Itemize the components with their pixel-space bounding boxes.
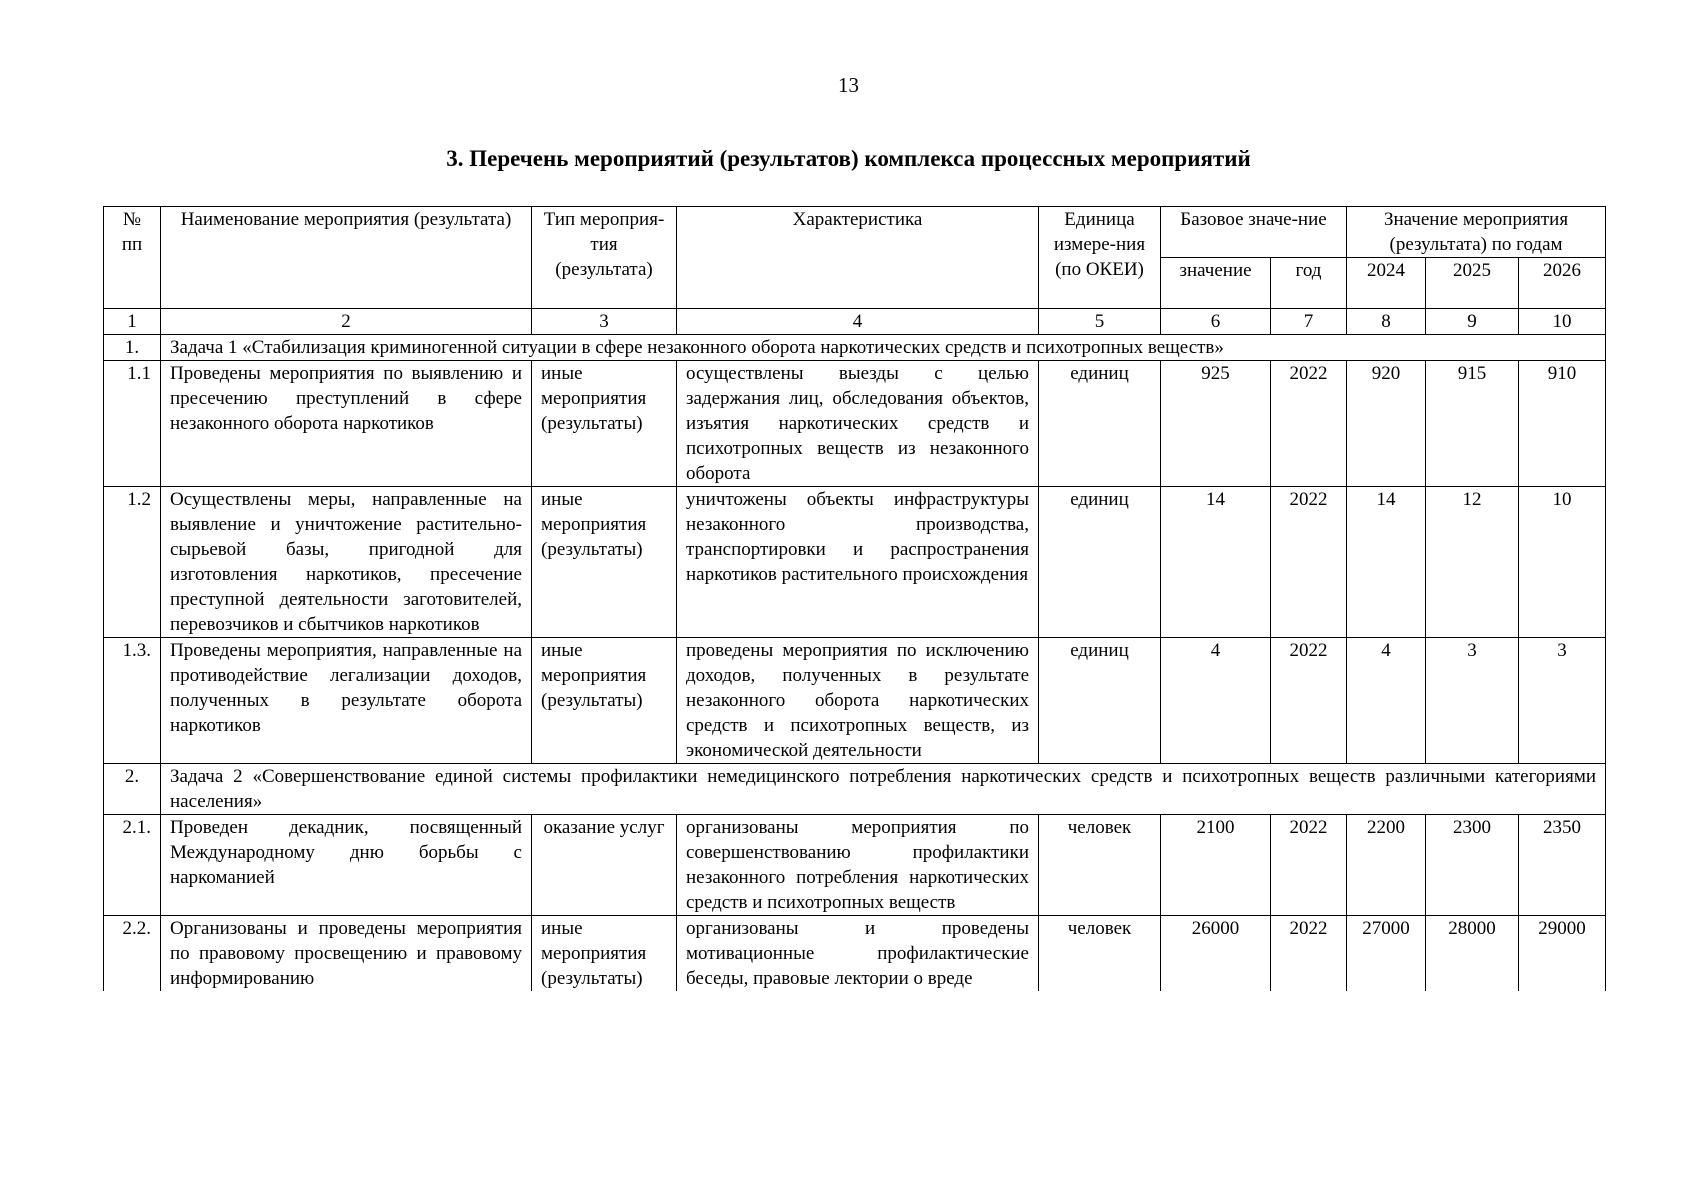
row-type: иные мероприятия (результаты) xyxy=(532,638,677,764)
row-base-value: 2100 xyxy=(1161,815,1271,916)
row-value-2025: 3 xyxy=(1426,638,1519,764)
table-row xyxy=(104,638,1606,764)
header-type: Тип мероприя-тия (результата) xyxy=(532,207,677,309)
task-num: 2. xyxy=(104,764,161,815)
row-value-2026: 3 xyxy=(1519,638,1606,764)
row-name: Осуществлены меры, направленные на выявление и уничтожение растительно-сырьевой базы, пригодной для изготовления наркотиков, пресечение преступной деятельности заготовителей, перевозчиков и сбытчиков наркотиков xyxy=(161,487,532,638)
header-row xyxy=(104,207,1606,258)
row-type: иные мероприятия (результаты) xyxy=(532,916,677,992)
page-number: 13 xyxy=(838,73,859,97)
header-characteristic: Характеристика xyxy=(677,207,1039,309)
row-value-2025: 12 xyxy=(1426,487,1519,638)
page-title: 3. Перечень мероприятий (результатов) комплекса процессных мероприятий xyxy=(446,146,1251,171)
row-type: иные мероприятия (результаты) xyxy=(532,487,677,638)
column-number: 7 xyxy=(1271,309,1347,335)
row-base-value: 925 xyxy=(1161,361,1271,487)
row-value-2024: 2200 xyxy=(1347,815,1426,916)
task-row xyxy=(104,764,1606,815)
column-number: 9 xyxy=(1426,309,1519,335)
row-value-2026: 29000 xyxy=(1519,916,1606,992)
header-years-group: Значение мероприятия (результата) по годам xyxy=(1347,207,1606,258)
row-type: оказание услуг xyxy=(532,815,677,916)
row-value-2025: 2300 xyxy=(1426,815,1519,916)
row-base-year: 2022 xyxy=(1271,361,1347,487)
task-title: Задача 2 «Совершенствование единой системы профилактики немедицинского потребления наркотических средств и психотропных веществ различными категориями населения» xyxy=(161,764,1606,815)
column-number: 5 xyxy=(1039,309,1161,335)
row-value-2026: 910 xyxy=(1519,361,1606,487)
table-row xyxy=(104,487,1606,638)
row-value-2025: 28000 xyxy=(1426,916,1519,992)
row-base-value: 14 xyxy=(1161,487,1271,638)
column-number: 3 xyxy=(532,309,677,335)
header-year-2024: 2024 xyxy=(1347,258,1426,309)
row-characteristic: организованы и проведены мотивационные профилактические беседы, правовые лектории о вреде xyxy=(677,916,1039,992)
row-value-2026: 10 xyxy=(1519,487,1606,638)
task-title: Задача 1 «Стабилизация криминогенной ситуации в сфере незаконного оборота наркотических средств и психотропных веществ» xyxy=(161,335,1606,361)
header-year-2026: 2026 xyxy=(1519,258,1606,309)
row-num: 2.1. xyxy=(104,815,161,916)
row-unit: единиц xyxy=(1039,638,1161,764)
measures-table xyxy=(103,206,1606,991)
row-type: иные мероприятия (результаты) xyxy=(532,361,677,487)
table-row xyxy=(104,916,1606,992)
task-num: 1. xyxy=(104,335,161,361)
row-base-value: 4 xyxy=(1161,638,1271,764)
row-value-2024: 14 xyxy=(1347,487,1426,638)
row-base-year: 2022 xyxy=(1271,916,1347,992)
header-base-value: значение xyxy=(1161,258,1271,309)
header-unit: Единица измере-ния (по ОКЕИ) xyxy=(1039,207,1161,309)
row-value-2024: 4 xyxy=(1347,638,1426,764)
row-base-year: 2022 xyxy=(1271,638,1347,764)
row-base-value: 26000 xyxy=(1161,916,1271,992)
column-numbers-row xyxy=(104,309,1606,335)
header-year-2025: 2025 xyxy=(1426,258,1519,309)
row-unit: человек xyxy=(1039,916,1161,992)
row-name: Организованы и проведены мероприятия по правовому просвещению и правовому информированию xyxy=(161,916,532,992)
header-base-year: год xyxy=(1271,258,1347,309)
row-unit: человек xyxy=(1039,815,1161,916)
row-name: Проведены мероприятия по выявлению и пресечению преступлений в сфере незаконного оборота наркотиков xyxy=(161,361,532,487)
row-value-2025: 915 xyxy=(1426,361,1519,487)
column-number: 6 xyxy=(1161,309,1271,335)
row-unit: единиц xyxy=(1039,487,1161,638)
column-number: 8 xyxy=(1347,309,1426,335)
row-characteristic: проведены мероприятия по исключению доходов, полученных в результате незаконного оборота наркотических средств и психотропных веществ, из экономической деятельности xyxy=(677,638,1039,764)
task-row xyxy=(104,335,1606,361)
row-num: 2.2. xyxy=(104,916,161,992)
header-name: Наименование мероприятия (результата) xyxy=(161,207,532,309)
row-value-2026: 2350 xyxy=(1519,815,1606,916)
row-num: 1.2 xyxy=(104,487,161,638)
row-name: Проведены мероприятия, направленные на противодействие легализации доходов, полученных в результате оборота наркотиков xyxy=(161,638,532,764)
table-row xyxy=(104,361,1606,487)
column-number: 2 xyxy=(161,309,532,335)
table-row xyxy=(104,815,1606,916)
column-number: 10 xyxy=(1519,309,1606,335)
row-characteristic: организованы мероприятия по совершенствованию профилактики незаконного потребления наркотических средств и психотропных веществ xyxy=(677,815,1039,916)
row-base-year: 2022 xyxy=(1271,815,1347,916)
row-value-2024: 920 xyxy=(1347,361,1426,487)
column-number: 1 xyxy=(104,309,161,335)
row-characteristic: уничтожены объекты инфраструктуры незаконного производства, транспортировки и распространения наркотиков растительного происхождения xyxy=(677,487,1039,638)
row-num: 1.1 xyxy=(104,361,161,487)
row-name: Проведен декадник, посвященный Международному дню борьбы с наркоманией xyxy=(161,815,532,916)
header-num: № пп xyxy=(104,207,161,309)
column-number: 4 xyxy=(677,309,1039,335)
row-unit: единиц xyxy=(1039,361,1161,487)
row-characteristic: осуществлены выезды с целью задержания лиц, обследования объектов, изъятия наркотических средств и психотропных веществ из незаконного оборота xyxy=(677,361,1039,487)
header-base: Базовое значе-ние xyxy=(1161,207,1347,258)
row-value-2024: 27000 xyxy=(1347,916,1426,992)
row-num: 1.3. xyxy=(104,638,161,764)
row-base-year: 2022 xyxy=(1271,487,1347,638)
